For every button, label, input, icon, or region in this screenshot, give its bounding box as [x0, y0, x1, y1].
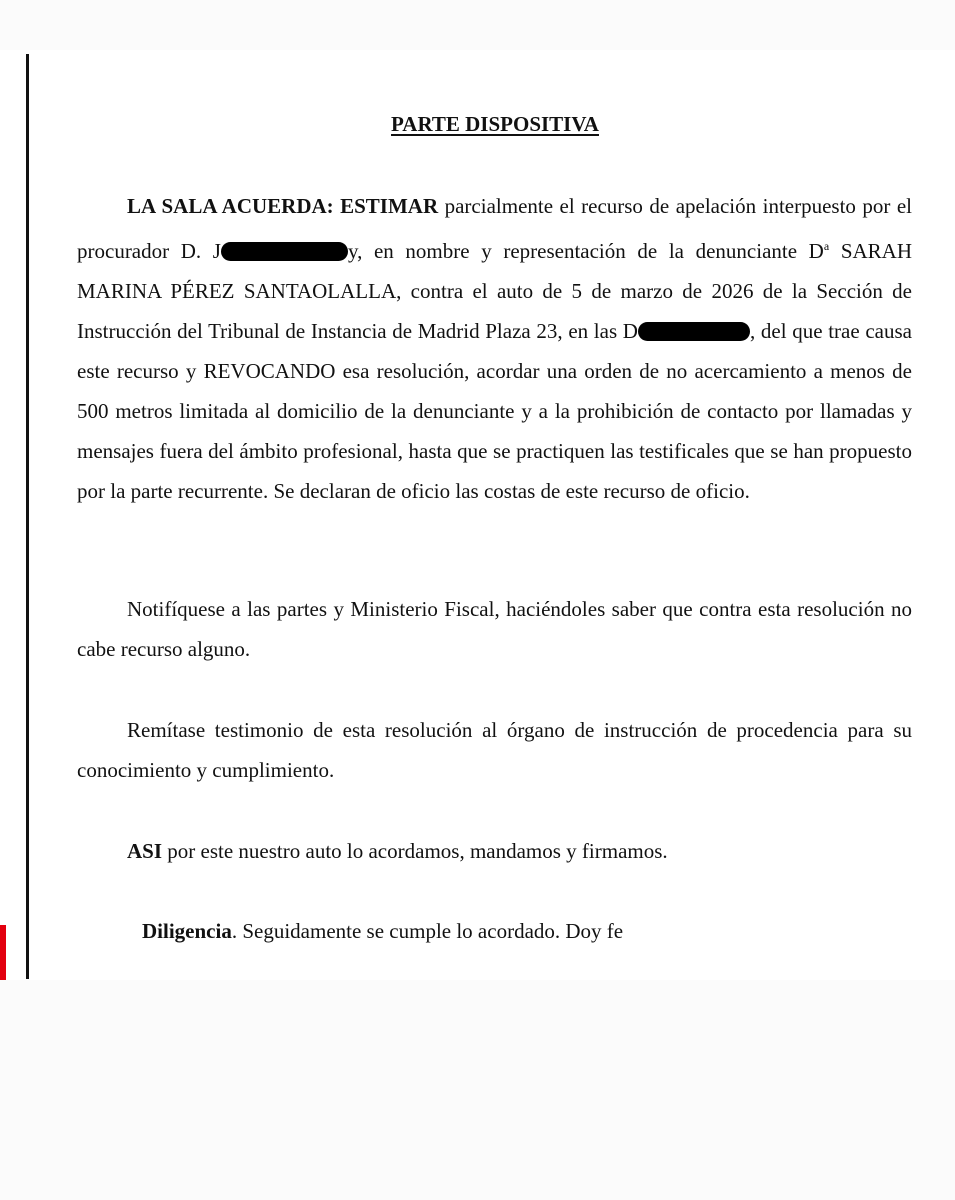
diligence-text: . Seguidamente se cumple lo acordado. Doy fe [231, 919, 624, 943]
redacted-name-block [221, 242, 348, 261]
signing-lead: ASI [127, 839, 163, 863]
left-margin-line [26, 54, 29, 979]
red-edge-mark [0, 925, 6, 980]
superscript-a: a [823, 239, 830, 253]
resolution-text-2: y, en nombre y representación de la denunciante D [347, 239, 824, 263]
resolution-text-3: SARAH MARINA PÉREZ SANTAOLALLA, contra el auto de 5 de marzo de 2026 de la Sección de Instrucción del Tribunal de Instancia de Madrid Plaza 23, en las D [77, 239, 912, 343]
resolution-text-4: , del que trae causa este recurso y REVOCANDO esa resolución, acordar una orden de no acercamiento a menos de 500 metros limitada al domicilio de la denunciante y a la prohibición de contacto por llamadas y mensajes fuera del ámbito profesional, hasta que se practiquen las testificales que se han propuesto por la parte recurrente. Se declaran de oficio las costas de este recurso de oficio. [77, 319, 912, 503]
redacted-case-block [638, 322, 750, 341]
paragraph-signing [77, 831, 912, 871]
resolution-lead: LA SALA ACUERDA: ESTIMAR [127, 194, 439, 218]
signing-text: por este nuestro auto lo acordamos, mandamos y firmamos. [162, 839, 668, 863]
resolution-text-1: parcialmente el recurso de apelación interpuesto por el procurador D. J [77, 194, 913, 263]
paragraph-notification: Notifíquese a las partes y Ministerio Fiscal, haciéndoles saber que contra esta resolución no cabe recurso alguno. [77, 597, 912, 661]
diligence-lead: Diligencia [142, 919, 232, 943]
paragraph-testimony: Remítase testimonio de esta resolución al órgano de instrucción de procedencia para su conocimiento y cumplimiento. [77, 718, 912, 782]
document-title: PARTE DISPOSITIVA [391, 112, 599, 136]
paragraph-resolution [77, 186, 912, 511]
paragraph-diligence [77, 911, 912, 951]
